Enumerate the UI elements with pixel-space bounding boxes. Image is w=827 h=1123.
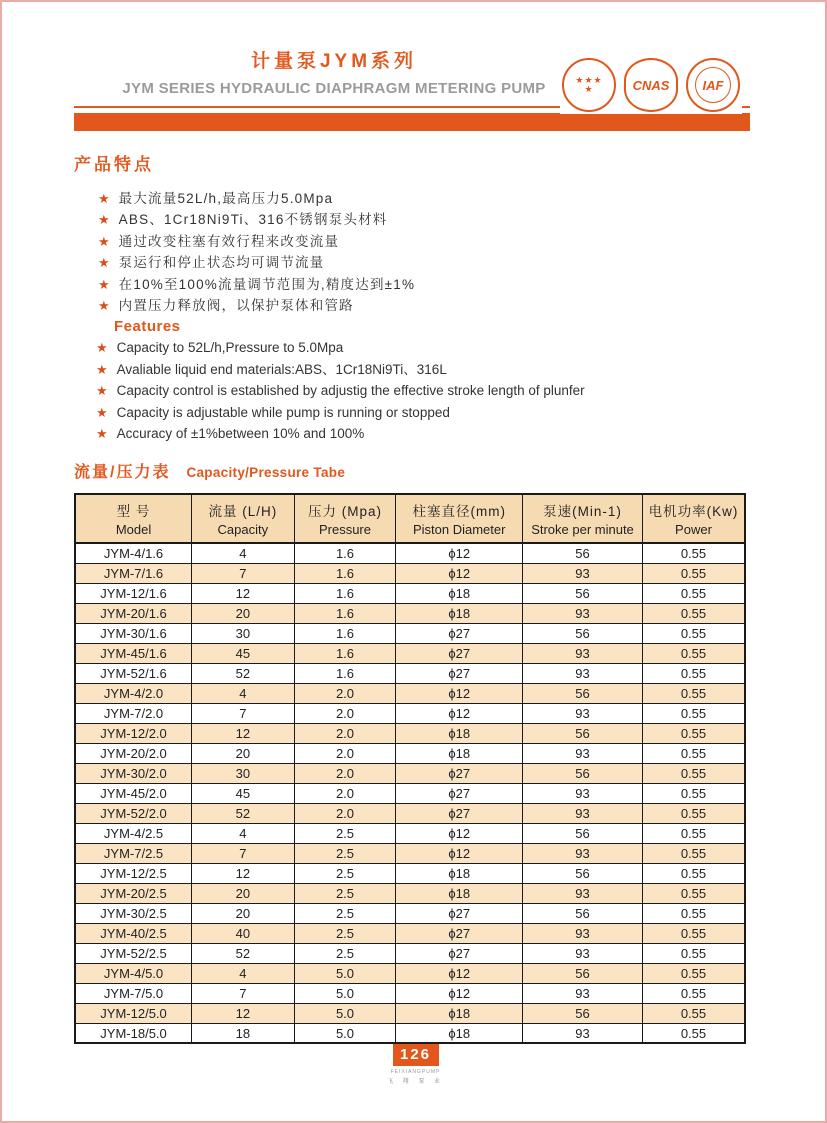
table-row xyxy=(75,723,745,743)
table-cell: 5.0 xyxy=(294,1023,396,1043)
feature-item xyxy=(96,380,752,401)
table-row xyxy=(75,963,745,983)
table-cell: ϕ18 xyxy=(396,1003,523,1023)
table-cell: JYM-20/1.6 xyxy=(75,603,192,623)
table-cell: 7 xyxy=(192,563,295,583)
table-cell: ϕ12 xyxy=(396,683,523,703)
column-header-cn: 电机功率(Kw) xyxy=(648,504,739,520)
table-cell: 52 xyxy=(192,943,295,963)
table-cell: 2.0 xyxy=(294,783,396,803)
table-body xyxy=(75,543,745,1043)
table-cell: ϕ18 xyxy=(396,583,523,603)
star-bullet-icon: ★ xyxy=(96,426,108,442)
feature-item xyxy=(98,209,752,230)
table-cell: ϕ12 xyxy=(396,563,523,583)
table-cell: 20 xyxy=(192,883,295,903)
star-bullet-icon: ★ xyxy=(98,233,110,249)
table-cell: 0.55 xyxy=(642,543,745,563)
table-cell: 56 xyxy=(523,823,643,843)
table-cell: 0.55 xyxy=(642,623,745,643)
table-cell: 93 xyxy=(523,643,643,663)
table-cell: 56 xyxy=(523,683,643,703)
table-cell: 0.55 xyxy=(642,703,745,723)
table-cell: ϕ18 xyxy=(396,863,523,883)
table-cell: 93 xyxy=(523,883,643,903)
table-cell: 0.55 xyxy=(642,723,745,743)
feature-list-cn xyxy=(74,188,752,316)
table-row xyxy=(75,943,745,963)
table-row xyxy=(75,563,745,583)
page-title-cn: 计量泵JYM系列 xyxy=(250,51,418,72)
table-row xyxy=(75,923,745,943)
table-cell: 2.5 xyxy=(294,923,396,943)
table-cell: 12 xyxy=(192,863,295,883)
column-header-en: Capacity xyxy=(217,522,269,538)
table-cell: 2.5 xyxy=(294,843,396,863)
table-cell: 12 xyxy=(192,1003,295,1023)
table-cell: JYM-52/1.6 xyxy=(75,663,192,683)
table-cell: 93 xyxy=(523,843,643,863)
table-row xyxy=(75,783,745,803)
table-cell: 0.55 xyxy=(642,883,745,903)
table-cell: JYM-45/2.0 xyxy=(75,783,192,803)
table-cell: 7 xyxy=(192,703,295,723)
table-cell: 45 xyxy=(192,783,295,803)
column-header-cn: 流量 (L/H) xyxy=(208,504,278,520)
table-row xyxy=(75,663,745,683)
star-bullet-icon: ★ xyxy=(98,191,110,206)
feature-text: 在10%至100%流量调节范围为,精度达到±1% xyxy=(118,276,416,292)
table-cell: JYM-12/2.5 xyxy=(75,863,192,883)
table-cell: JYM-52/2.5 xyxy=(75,943,192,963)
page-title-en: JYM SERIES HYDRAULIC DIAPHRAGM METERING PUMP xyxy=(122,80,546,97)
table-cell: JYM-4/1.6 xyxy=(75,543,192,563)
table-cell: 0.55 xyxy=(642,643,745,663)
table-cell: 12 xyxy=(192,583,295,603)
table-cell: 0.55 xyxy=(642,983,745,1003)
table-cell: 2.5 xyxy=(294,903,396,923)
table-cell: 0.55 xyxy=(642,963,745,983)
star-bullet-icon: ★ xyxy=(98,255,110,271)
table-cell: JYM-7/1.6 xyxy=(75,563,192,583)
table-cell: JYM-40/2.5 xyxy=(75,923,192,943)
table-cell: JYM-52/2.0 xyxy=(75,803,192,823)
feature-text: 通过改变柱塞有效行程来改变流量 xyxy=(118,233,340,249)
column-header-cn: 柱塞直径(mm) xyxy=(412,504,506,520)
table-cell: 0.55 xyxy=(642,683,745,703)
table-cell: 0.55 xyxy=(642,1003,745,1023)
table-cell: ϕ18 xyxy=(396,883,523,903)
table-cell: 45 xyxy=(192,643,295,663)
section-heading-capacity-table xyxy=(74,459,752,482)
table-row xyxy=(75,903,745,923)
table-row xyxy=(75,843,745,863)
page-content xyxy=(74,150,752,1044)
table-cell: ϕ27 xyxy=(396,943,523,963)
table-cell: 93 xyxy=(523,1023,643,1043)
table-cell: 2.0 xyxy=(294,763,396,783)
table-cell: 2.5 xyxy=(294,863,396,883)
table-cell: 56 xyxy=(523,583,643,603)
table-cell: 7 xyxy=(192,843,295,863)
table-cell: 5.0 xyxy=(294,1003,396,1023)
table-cell: JYM-30/1.6 xyxy=(75,623,192,643)
table-header-row xyxy=(75,494,745,543)
table-cell: ϕ27 xyxy=(396,803,523,823)
table-row xyxy=(75,823,745,843)
table-row xyxy=(75,1003,745,1023)
table-row xyxy=(75,623,745,643)
feature-text: ABS、1Cr18Ni9Ti、316不锈钢泵头材料 xyxy=(118,212,388,228)
table-cell: 0.55 xyxy=(642,603,745,623)
brand-text-cn: 飞 翔 泵 业 xyxy=(386,1079,444,1085)
feature-item xyxy=(98,188,752,209)
table-cell: 56 xyxy=(523,723,643,743)
table-cell: ϕ12 xyxy=(396,963,523,983)
table-cell: 56 xyxy=(523,623,643,643)
star-bullet-icon: ★ xyxy=(98,298,110,314)
table-header xyxy=(75,494,745,543)
column-header xyxy=(396,494,523,543)
table-cell: ϕ27 xyxy=(396,623,523,643)
table-cell: JYM-20/2.5 xyxy=(75,883,192,903)
table-cell: 56 xyxy=(523,763,643,783)
table-cell: 93 xyxy=(523,803,643,823)
table-cell: 0.55 xyxy=(642,743,745,763)
column-header-en: Pressure xyxy=(318,522,371,538)
table-cell: ϕ12 xyxy=(396,823,523,843)
table-cell: 93 xyxy=(523,783,643,803)
table-heading-cn: 流量/压力表 xyxy=(74,464,171,482)
column-header xyxy=(523,494,643,543)
feature-item xyxy=(98,295,752,316)
table-heading-en: Capacity/Pressure Tabe xyxy=(186,465,346,481)
table-cell: 56 xyxy=(523,903,643,923)
table-cell: 93 xyxy=(523,703,643,723)
table-cell: 20 xyxy=(192,903,295,923)
table-cell: 0.55 xyxy=(642,1023,745,1043)
feature-item xyxy=(98,274,752,295)
table-cell: JYM-45/1.6 xyxy=(75,643,192,663)
table-row xyxy=(75,683,745,703)
table-cell: 93 xyxy=(523,983,643,1003)
table-cell: 5.0 xyxy=(294,983,396,1003)
feature-item xyxy=(98,231,752,252)
table-cell: 20 xyxy=(192,743,295,763)
feature-item xyxy=(96,423,752,444)
feature-item xyxy=(98,252,752,273)
table-cell: 0.55 xyxy=(642,763,745,783)
table-cell: 4 xyxy=(192,683,295,703)
table-cell: 2.0 xyxy=(294,743,396,763)
table-row xyxy=(75,543,745,563)
certification-logos xyxy=(560,56,742,114)
table-row xyxy=(75,983,745,1003)
table-cell: 2.0 xyxy=(294,803,396,823)
table-cell: ϕ27 xyxy=(396,783,523,803)
table-cell: 2.0 xyxy=(294,723,396,743)
table-cell: 93 xyxy=(523,563,643,583)
table-cell: 56 xyxy=(523,1003,643,1023)
star-bullet-icon: ★ xyxy=(96,404,108,420)
table-cell: ϕ18 xyxy=(396,1023,523,1043)
feature-text: Capacity to 52L/h,Pressure to 5.0Mpa xyxy=(116,340,344,356)
table-cell: 1.6 xyxy=(294,643,396,663)
table-row xyxy=(75,643,745,663)
table-cell: 1.6 xyxy=(294,623,396,643)
table-cell: 2.5 xyxy=(294,883,396,903)
table-cell: 0.55 xyxy=(642,563,745,583)
table-cell: ϕ18 xyxy=(396,743,523,763)
table-cell: 0.55 xyxy=(642,803,745,823)
table-cell: 20 xyxy=(192,603,295,623)
section-heading-features-en: Features xyxy=(114,318,181,336)
star-bullet-icon: ★ xyxy=(96,383,108,399)
capacity-pressure-table xyxy=(74,493,746,1044)
table-cell: JYM-4/2.0 xyxy=(75,683,192,703)
table-cell: 93 xyxy=(523,943,643,963)
table-cell: ϕ12 xyxy=(396,843,523,863)
header-titles xyxy=(74,40,594,97)
table-cell: 2.0 xyxy=(294,683,396,703)
table-cell: 5.0 xyxy=(294,963,396,983)
feature-text: Accuracy of ±1%between 10% and 100% xyxy=(116,426,365,442)
column-header-en: Stroke per minute xyxy=(531,522,634,538)
table-row xyxy=(75,603,745,623)
table-cell: 7 xyxy=(192,983,295,1003)
table-cell: ϕ27 xyxy=(396,923,523,943)
table-cell: ϕ18 xyxy=(396,723,523,743)
table-cell: 56 xyxy=(523,863,643,883)
certification-star-emblem-icon: ★★★ ★ xyxy=(562,58,616,112)
brand-text-en: FEIXIANGPUMP xyxy=(390,1069,441,1075)
table-cell: JYM-7/2.5 xyxy=(75,843,192,863)
table-row xyxy=(75,703,745,723)
column-header-en: Piston Diameter xyxy=(412,522,506,538)
feature-text: 泵运行和停止状态均可调节流量 xyxy=(118,255,325,271)
table-cell: 93 xyxy=(523,603,643,623)
table-cell: 40 xyxy=(192,923,295,943)
table-cell: 2.5 xyxy=(294,943,396,963)
table-cell: 52 xyxy=(192,803,295,823)
table-cell: JYM-30/2.5 xyxy=(75,903,192,923)
table-cell: 4 xyxy=(192,963,295,983)
feature-list-en xyxy=(74,337,752,444)
table-cell: 0.55 xyxy=(642,783,745,803)
table-cell: 1.6 xyxy=(294,663,396,683)
table-cell: 4 xyxy=(192,823,295,843)
table-cell: ϕ27 xyxy=(396,663,523,683)
feature-item xyxy=(96,359,752,380)
table-cell: JYM-7/5.0 xyxy=(75,983,192,1003)
table-cell: 0.55 xyxy=(642,863,745,883)
feature-item xyxy=(96,337,752,358)
table-cell: JYM-12/1.6 xyxy=(75,583,192,603)
table-cell: 52 xyxy=(192,663,295,683)
feature-text: 最大流量52L/h,最高压力5.0Mpa xyxy=(118,191,334,206)
table-cell: 0.55 xyxy=(642,843,745,863)
table-cell: ϕ12 xyxy=(396,703,523,723)
header-rule-thick xyxy=(74,113,750,131)
table-row xyxy=(75,583,745,603)
column-header xyxy=(75,494,192,543)
star-bullet-icon: ★ xyxy=(96,340,108,356)
feature-text: Capacity control is established by adjustig the effective stroke length of plunfer xyxy=(116,383,585,399)
table-cell: 1.6 xyxy=(294,563,396,583)
page-footer xyxy=(2,1044,827,1085)
table-cell: ϕ12 xyxy=(396,543,523,563)
table-cell: 0.55 xyxy=(642,663,745,683)
table-row xyxy=(75,883,745,903)
table-cell: 30 xyxy=(192,763,295,783)
table-cell: 12 xyxy=(192,723,295,743)
star-bullet-icon: ★ xyxy=(98,212,110,228)
star-bullet-icon: ★ xyxy=(96,361,108,377)
table-cell: 0.55 xyxy=(642,923,745,943)
column-header xyxy=(192,494,295,543)
column-header xyxy=(294,494,396,543)
feature-text: Capacity is adjustable while pump is running or stopped xyxy=(116,404,450,420)
table-cell: 1.6 xyxy=(294,543,396,563)
table-cell: JYM-7/2.0 xyxy=(75,703,192,723)
table-cell: 0.55 xyxy=(642,943,745,963)
table-cell: 18 xyxy=(192,1023,295,1043)
table-cell: JYM-12/2.0 xyxy=(75,723,192,743)
column-header-en: Power xyxy=(675,522,712,538)
table-cell: ϕ27 xyxy=(396,643,523,663)
cnas-logo-icon: CNAS xyxy=(624,58,678,112)
table-row xyxy=(75,743,745,763)
section-heading-product-features: 产品特点 xyxy=(74,155,154,174)
table-row xyxy=(75,763,745,783)
table-cell: 4 xyxy=(192,543,295,563)
table-cell: ϕ12 xyxy=(396,983,523,1003)
table-cell: ϕ18 xyxy=(396,603,523,623)
column-header-cn: 压力 (Mpa) xyxy=(307,504,382,520)
table-cell: ϕ27 xyxy=(396,903,523,923)
table-cell: 93 xyxy=(523,663,643,683)
table-cell: JYM-18/5.0 xyxy=(75,1023,192,1043)
table-cell: 0.55 xyxy=(642,823,745,843)
table-cell: 2.0 xyxy=(294,703,396,723)
table-cell: 2.5 xyxy=(294,823,396,843)
table-cell: 0.55 xyxy=(642,583,745,603)
table-cell: JYM-4/5.0 xyxy=(75,963,192,983)
table-cell: 30 xyxy=(192,623,295,643)
column-header-cn: 型 号 xyxy=(116,504,151,520)
table-cell: 56 xyxy=(523,543,643,563)
table-cell: 93 xyxy=(523,923,643,943)
table-cell: 1.6 xyxy=(294,603,396,623)
table-cell: 56 xyxy=(523,963,643,983)
page-number-badge: 126 xyxy=(393,1044,439,1066)
iaf-logo-icon: IAF xyxy=(686,58,740,112)
feature-item xyxy=(96,402,752,423)
table-cell: ϕ27 xyxy=(396,763,523,783)
table-cell: JYM-20/2.0 xyxy=(75,743,192,763)
table-row xyxy=(75,863,745,883)
table-cell: 1.6 xyxy=(294,583,396,603)
table-cell: JYM-12/5.0 xyxy=(75,1003,192,1023)
table-cell: 93 xyxy=(523,743,643,763)
feature-text: 内置压力释放阀，以保护泵体和管路 xyxy=(118,298,354,314)
table-cell: 0.55 xyxy=(642,903,745,923)
column-header-en: Model xyxy=(115,522,152,538)
table-cell: JYM-4/2.5 xyxy=(75,823,192,843)
star-bullet-icon: ★ xyxy=(98,276,110,292)
table-row xyxy=(75,803,745,823)
feature-text: Avaliable liquid end materials:ABS、1Cr18Ni9Ti、316L xyxy=(116,361,447,377)
column-header-cn: 泵速(Min-1) xyxy=(543,504,622,520)
column-header xyxy=(642,494,745,543)
table-row xyxy=(75,1023,745,1043)
table-cell: JYM-30/2.0 xyxy=(75,763,192,783)
